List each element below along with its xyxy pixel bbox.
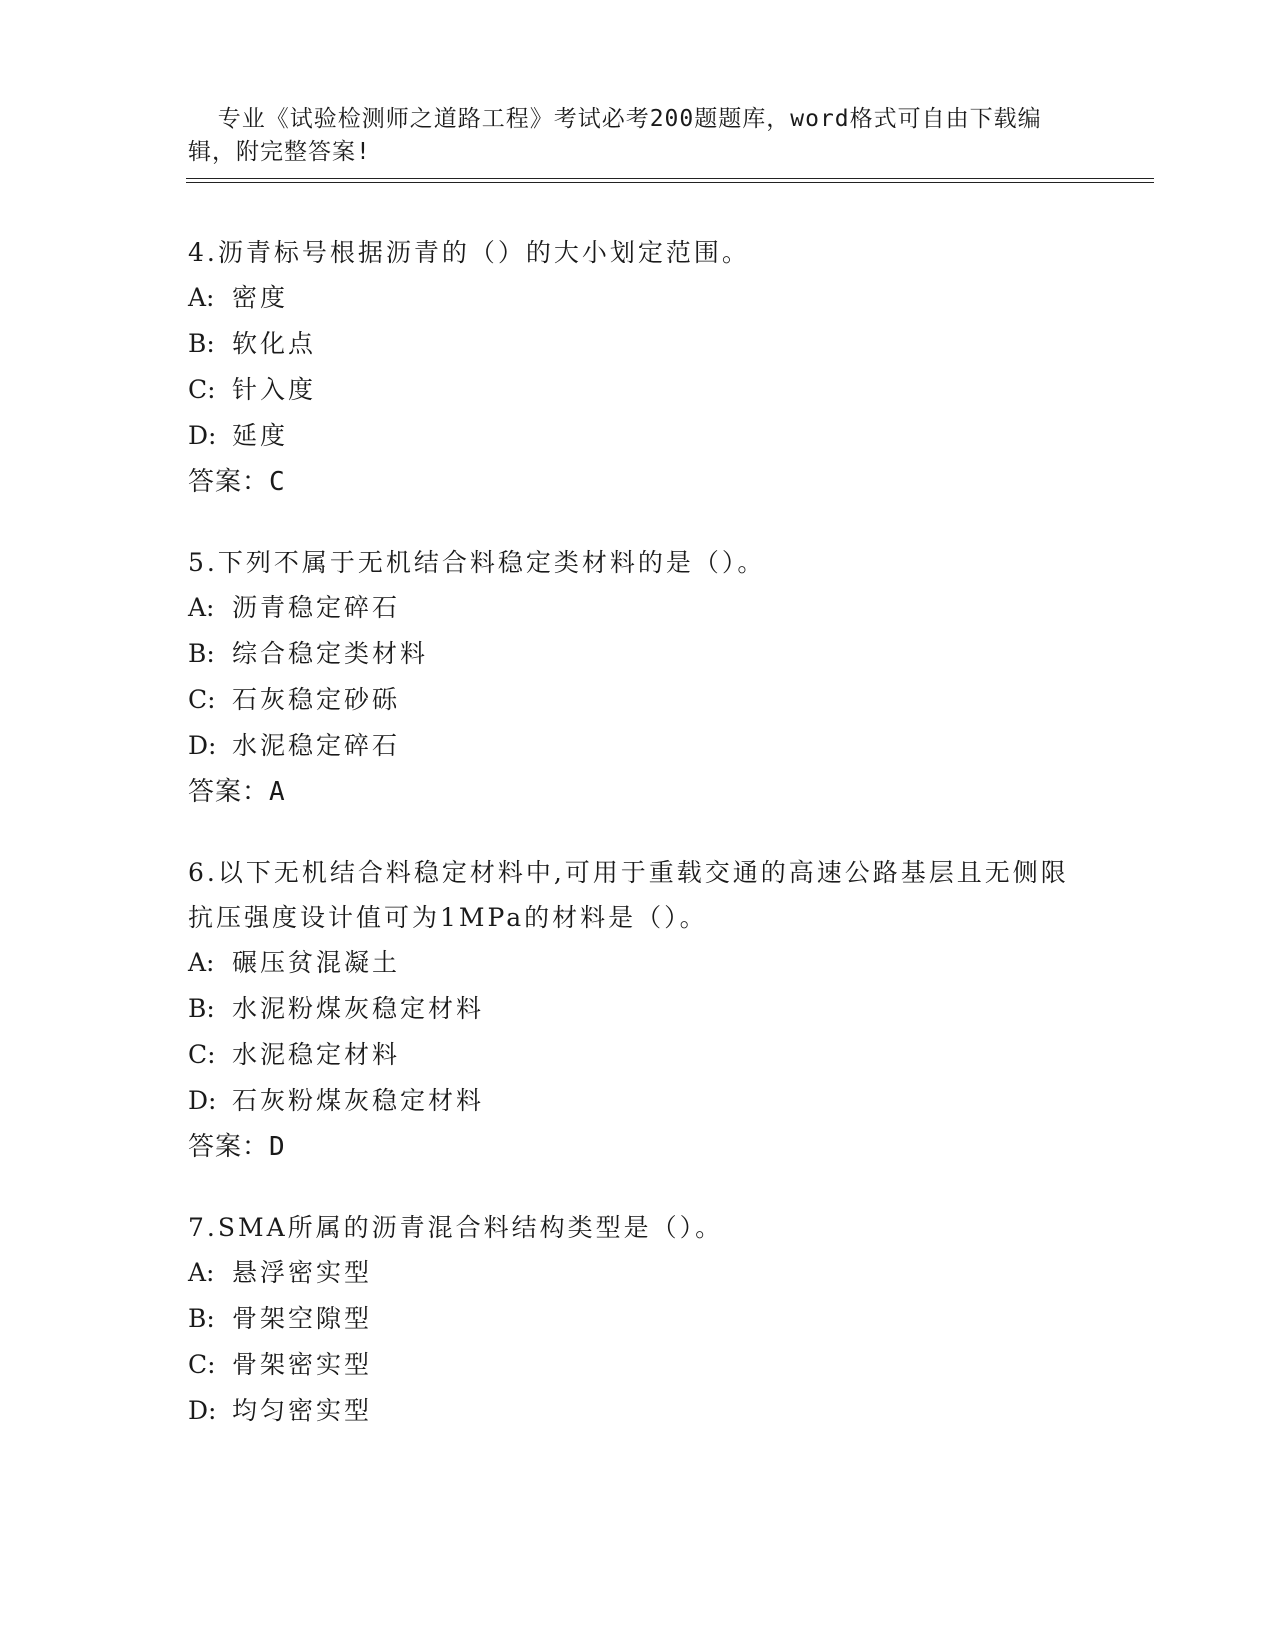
answer-line: 答案：C — [188, 467, 286, 497]
option-d — [188, 723, 1088, 769]
option-d — [188, 1078, 1088, 1124]
option-letter: D: — [188, 1086, 217, 1115]
option-b — [188, 321, 1088, 367]
question-stem: 4.沥青标号根据沥青的（）的大小划定范围。 — [188, 238, 750, 267]
option-letter: A: — [188, 948, 215, 977]
option-text: 综合稳定类材料 — [232, 639, 429, 668]
option-d — [188, 413, 1088, 459]
question-stem: 7.SMA所属的沥青混合料结构类型是（）。 — [188, 1213, 724, 1242]
option-text: 针入度 — [232, 375, 317, 404]
option-letter: B: — [188, 994, 215, 1023]
option-c — [188, 367, 1088, 413]
header-title: 专业《试验检测师之道路工程》考试必考200题题库，word格式可自由下载编辑，附完整答案! — [188, 106, 1042, 165]
question-stem: 6.以下无机结合料稳定材料中,可用于重载交通的高速公路基层且无侧限抗压强度设计值可为1MPa的材料是（）。 — [188, 858, 1069, 932]
document-header — [188, 70, 1088, 169]
option-letter: C: — [188, 1350, 216, 1379]
option-a — [188, 275, 1088, 321]
question-item — [188, 850, 1088, 1170]
option-d — [188, 1388, 1088, 1434]
option-text: 均匀密实型 — [232, 1396, 373, 1425]
option-letter: D: — [188, 1396, 217, 1425]
question-item — [188, 230, 1088, 505]
option-text: 沥青稳定碎石 — [232, 593, 401, 622]
option-letter: A: — [188, 1258, 215, 1287]
question-item — [188, 540, 1088, 815]
option-text: 骨架空隙型 — [232, 1304, 373, 1333]
option-text: 骨架密实型 — [232, 1350, 373, 1379]
answer-line: 答案：D — [188, 1132, 286, 1162]
option-letter: B: — [188, 639, 215, 668]
option-letter: A: — [188, 283, 215, 312]
option-text: 密度 — [232, 283, 289, 312]
option-text: 碾压贫混凝土 — [232, 948, 401, 977]
option-letter: D: — [188, 731, 217, 760]
option-letter: D: — [188, 421, 217, 450]
option-letter: B: — [188, 329, 215, 358]
option-text: 石灰粉煤灰稳定材料 — [232, 1086, 485, 1115]
option-c — [188, 677, 1088, 723]
option-c — [188, 1032, 1088, 1078]
header-divider — [186, 178, 1154, 183]
option-letter: B: — [188, 1304, 215, 1333]
question-list — [188, 230, 1088, 1469]
option-text: 水泥稳定材料 — [232, 1040, 401, 1069]
option-letter: C: — [188, 1040, 216, 1069]
option-text: 延度 — [232, 421, 289, 450]
question-item — [188, 1205, 1088, 1434]
option-text: 悬浮密实型 — [232, 1258, 373, 1287]
option-text: 水泥稳定碎石 — [232, 731, 401, 760]
option-c — [188, 1342, 1088, 1388]
option-a — [188, 585, 1088, 631]
option-text: 水泥粉煤灰稳定材料 — [232, 994, 485, 1023]
option-b — [188, 1296, 1088, 1342]
option-letter: C: — [188, 375, 216, 404]
option-b — [188, 631, 1088, 677]
option-text: 石灰稳定砂砾 — [232, 685, 401, 714]
question-stem: 5.下列不属于无机结合料稳定类材料的是（）。 — [188, 548, 766, 577]
answer-line: 答案：A — [188, 777, 286, 807]
option-letter: C: — [188, 685, 216, 714]
option-a — [188, 1250, 1088, 1296]
option-a — [188, 940, 1088, 986]
option-b — [188, 986, 1088, 1032]
option-text: 软化点 — [232, 329, 317, 358]
option-letter: A: — [188, 593, 215, 622]
